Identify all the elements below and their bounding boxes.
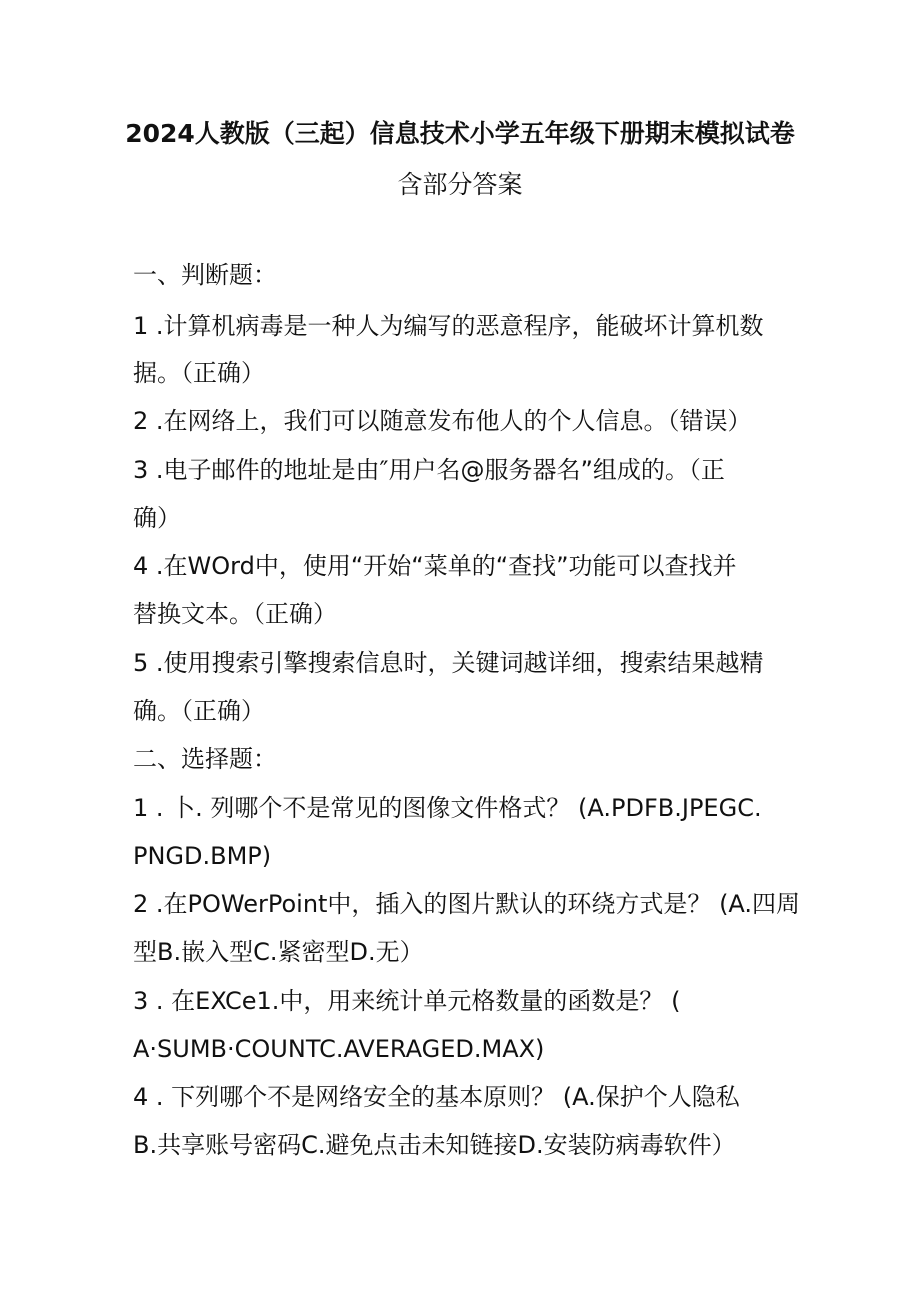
question-line: 5 .使用搜索引擎搜索信息时，关键词越详细，搜索结果越精: [133, 649, 764, 677]
question-line: 1 . 卜. 列哪个不是常见的图像文件格式？ (A.PDFB.JPEGC.: [133, 794, 762, 822]
question-line: 据。（正确）: [133, 359, 265, 387]
question-line: PNGD.BMP): [133, 842, 272, 870]
section-heading-judgement: 一、判断题：: [133, 261, 277, 289]
question-line: 4 .在WOrd中，使用“开始“菜单的“查找”功能可以查找并: [133, 552, 737, 580]
question-line: 确）: [133, 504, 181, 532]
question-line: 2 .在POWerPoint中，插入的图片默认的环绕方式是？ (A.四周: [133, 890, 801, 918]
question-line: 1 .计算机病毒是一种人为编写的恶意程序，能破坏计算机数: [133, 312, 764, 340]
question-line: 4 . 下列哪个不是网络安全的基本原则？ (A.保护个人隐私: [133, 1083, 740, 1111]
document-title: 2024人教版（三起）信息技术小学五年级下册期末模拟试卷: [125, 119, 795, 148]
question-line: 3 .电子邮件的地址是由″用户名@服务器名”组成的。（正: [133, 456, 725, 484]
document-subtitle: 含部分答案: [397, 170, 523, 199]
question-line: 2 .在网络上，我们可以随意发布他人的个人信息。（错误）: [133, 407, 752, 435]
question-line: 替换文本。（正确）: [133, 600, 337, 628]
question-line: 确。（正确）: [133, 697, 265, 725]
question-line: B.共享账号密码C.避免点击未知链接D.安装防病毒软件）: [133, 1131, 736, 1159]
question-line: A·SUMB·COUNTC.AVERAGED.MAX): [133, 1035, 545, 1063]
question-line: 3 . 在EXCe1.中，用来统计单元格数量的函数是？ (: [133, 987, 681, 1015]
section-heading-choice: 二、选择题：: [133, 745, 277, 773]
question-line: 型B.嵌入型C.紧密型D.无）: [133, 938, 424, 966]
